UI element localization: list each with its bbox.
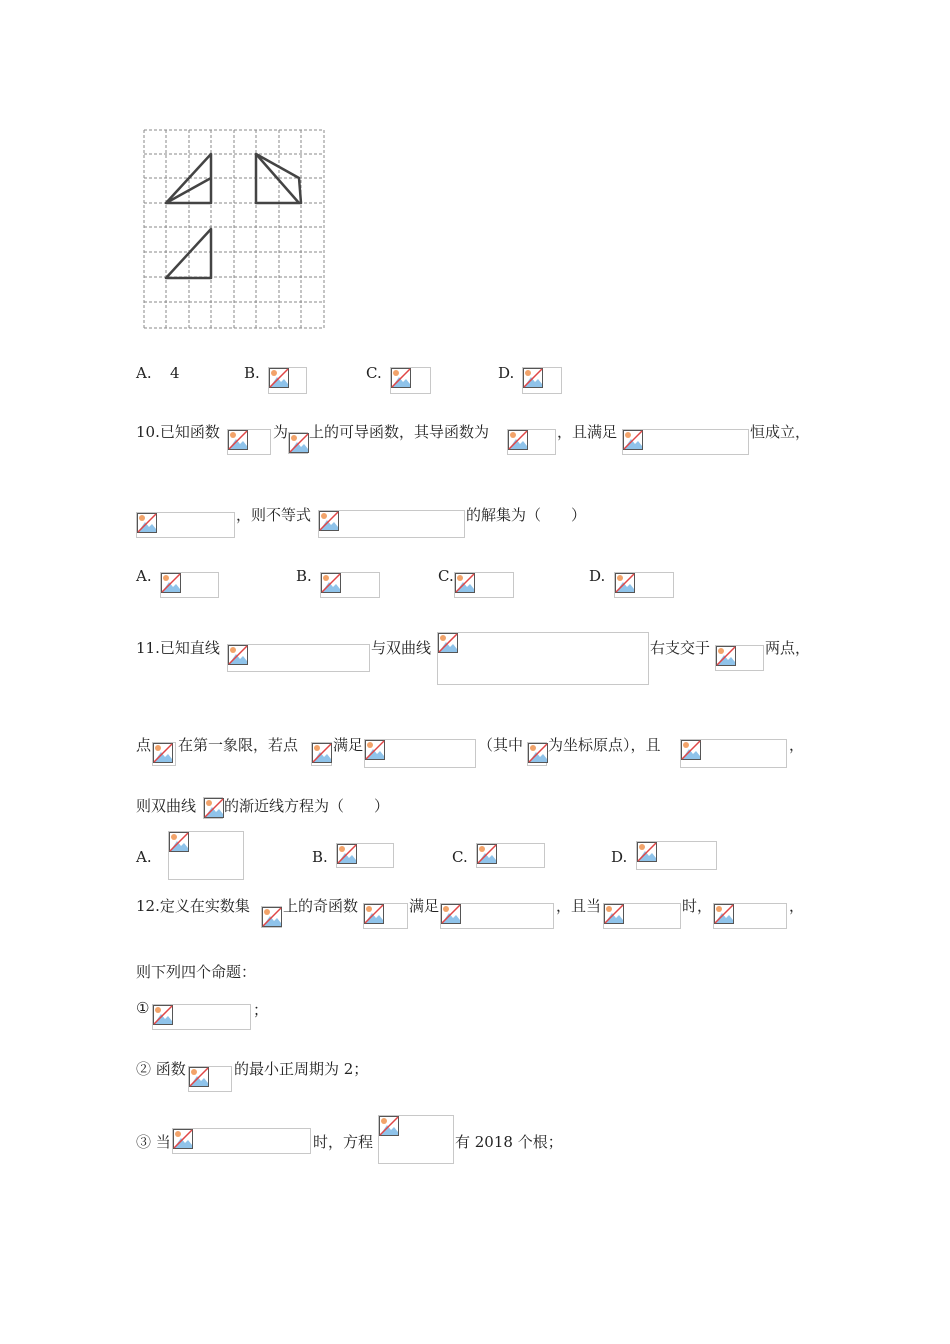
formula-image-broken-image-icon <box>168 831 244 880</box>
formula-image-broken-image-icon <box>261 906 282 928</box>
q12-text-6: ， <box>789 897 805 915</box>
broken-image-icon <box>364 904 384 924</box>
q11-text-11: 则双曲线 <box>136 797 197 815</box>
q11-option-c-label: C. <box>452 848 468 866</box>
formula-image-broken-image-icon <box>227 429 271 455</box>
formula-image-broken-image-icon <box>363 903 408 929</box>
q11-text-3: 右支交于 <box>650 639 711 657</box>
broken-image-icon <box>477 844 497 864</box>
proposition-2-end: 的最小正周期为 2； <box>234 1060 369 1078</box>
formula-image-broken-image-icon <box>522 367 562 394</box>
formula-image-broken-image-icon <box>203 797 223 819</box>
formula-image-broken-image-icon <box>378 1115 454 1164</box>
formula-image-broken-image-icon <box>336 843 394 868</box>
q11-text-5: 点 <box>136 736 152 754</box>
formula-image-broken-image-icon <box>160 572 219 598</box>
broken-image-icon <box>189 1067 209 1087</box>
formula-image-broken-image-icon <box>680 739 787 768</box>
q11-text-7: 满足 <box>333 736 364 754</box>
broken-image-icon <box>623 430 643 450</box>
broken-image-icon <box>153 743 173 763</box>
q11-option-d-label: D. <box>611 848 628 866</box>
q11-option-b-label: B. <box>312 848 328 866</box>
grid-figure <box>140 126 330 332</box>
formula-image-broken-image-icon <box>454 572 514 598</box>
broken-image-icon <box>204 798 224 818</box>
formula-image-broken-image-icon <box>136 512 235 538</box>
broken-image-icon <box>153 1005 173 1025</box>
broken-image-icon <box>312 743 332 763</box>
formula-image-broken-image-icon <box>603 903 681 929</box>
proposition-2-text: ② 函数 <box>136 1060 186 1078</box>
formula-image-broken-image-icon <box>440 903 554 929</box>
q12-text-3: 满足 <box>409 897 440 915</box>
q11-text-6: 在第一象限，若点 <box>178 736 299 754</box>
formula-image-broken-image-icon <box>390 367 431 394</box>
formula-image-broken-image-icon <box>527 742 547 766</box>
broken-image-icon <box>365 740 385 760</box>
q10-option-c-label: C. <box>438 567 454 585</box>
broken-image-icon <box>337 844 357 864</box>
broken-image-icon <box>637 842 657 862</box>
broken-image-icon <box>262 907 282 927</box>
broken-image-icon <box>137 513 157 533</box>
formula-image-broken-image-icon <box>320 572 380 598</box>
broken-image-icon <box>528 743 548 763</box>
broken-image-icon <box>438 633 458 653</box>
broken-image-icon <box>714 904 734 924</box>
broken-image-icon <box>228 645 248 665</box>
q10-option-d-label: D. <box>589 567 606 585</box>
formula-image-broken-image-icon <box>311 742 332 766</box>
q10-text-3: 上的可导函数，其导函数为 <box>309 423 490 441</box>
broken-image-icon <box>289 433 309 453</box>
q11-text-10: ， <box>789 736 805 754</box>
formula-image-broken-image-icon <box>713 903 787 929</box>
broken-image-icon <box>161 573 181 593</box>
formula-image-broken-image-icon <box>636 841 717 870</box>
q11-text-9: 为坐标原点），且 <box>548 736 661 754</box>
broken-image-icon <box>716 646 736 666</box>
q12-text-1: 12.定义在实数集 <box>136 897 250 915</box>
formula-image-broken-image-icon <box>622 429 749 455</box>
q10-text-4: ，且满足 <box>557 423 618 441</box>
q11-text-2: 与双曲线 <box>371 639 432 657</box>
option-c-label: C. <box>366 364 382 382</box>
formula-image-broken-image-icon <box>172 1128 311 1154</box>
formula-image-broken-image-icon <box>507 429 556 455</box>
broken-image-icon <box>319 511 339 531</box>
proposition-1-number: ① <box>136 999 150 1017</box>
q10-text-2: 为 <box>273 423 289 441</box>
broken-image-icon <box>321 573 341 593</box>
proposition-3-middle: 时，方程 <box>313 1133 374 1151</box>
broken-image-icon <box>441 904 461 924</box>
q11-text-1: 11.已知直线 <box>136 639 220 657</box>
broken-image-icon <box>604 904 624 924</box>
formula-image-broken-image-icon <box>268 367 307 394</box>
broken-image-icon <box>228 430 248 450</box>
formula-image-broken-image-icon <box>364 739 476 768</box>
q11-text-8: （其中 <box>478 736 524 754</box>
formula-image-broken-image-icon <box>288 432 308 454</box>
formula-image-broken-image-icon <box>318 510 465 538</box>
formula-image-broken-image-icon <box>188 1066 232 1092</box>
q10-option-b-label: B. <box>296 567 312 585</box>
broken-image-icon <box>391 368 411 388</box>
formula-image-broken-image-icon <box>715 645 764 671</box>
proposition-1-end: ； <box>253 1001 269 1019</box>
q10-text-6: ，则不等式 <box>236 506 312 524</box>
broken-image-icon <box>681 740 701 760</box>
formula-image-broken-image-icon <box>152 742 176 766</box>
formula-image-broken-image-icon <box>614 572 674 598</box>
proposition-3-text: ③ 当 <box>136 1133 171 1151</box>
formula-image-broken-image-icon <box>152 1004 251 1030</box>
q11-text-4: 两点， <box>765 639 811 657</box>
q12-text-5: 时， <box>682 897 713 915</box>
q12-text-7: 则下列四个命题： <box>136 963 257 981</box>
q12-text-2: 上的奇函数 <box>283 897 359 915</box>
formula-image-broken-image-icon <box>437 632 649 685</box>
broken-image-icon <box>379 1116 399 1136</box>
broken-image-icon <box>169 832 189 852</box>
proposition-3-end: 有 2018 个根； <box>455 1133 563 1151</box>
broken-image-icon <box>523 368 543 388</box>
q11-option-a-label: A. <box>136 848 152 866</box>
option-d-label: D. <box>498 364 515 382</box>
broken-image-icon <box>508 430 528 450</box>
option-b-label: B. <box>244 364 260 382</box>
q11-text-12: 的渐近线方程为（ ） <box>224 797 390 815</box>
formula-image-broken-image-icon <box>476 843 545 868</box>
formula-image-broken-image-icon <box>227 644 370 672</box>
q12-text-4: ，且当 <box>556 897 602 915</box>
broken-image-icon <box>173 1129 193 1149</box>
q10-text-5: 恒成立， <box>750 423 811 441</box>
broken-image-icon <box>455 573 475 593</box>
q10-text-7: 的解集为（ ） <box>466 506 587 524</box>
q10-option-a-label: A. <box>136 567 152 585</box>
q10-text-1: 10.已知函数 <box>136 423 220 441</box>
option-a-value: 4 <box>170 364 180 382</box>
broken-image-icon <box>615 573 635 593</box>
broken-image-icon <box>269 368 289 388</box>
option-a-label: A. <box>136 364 152 382</box>
